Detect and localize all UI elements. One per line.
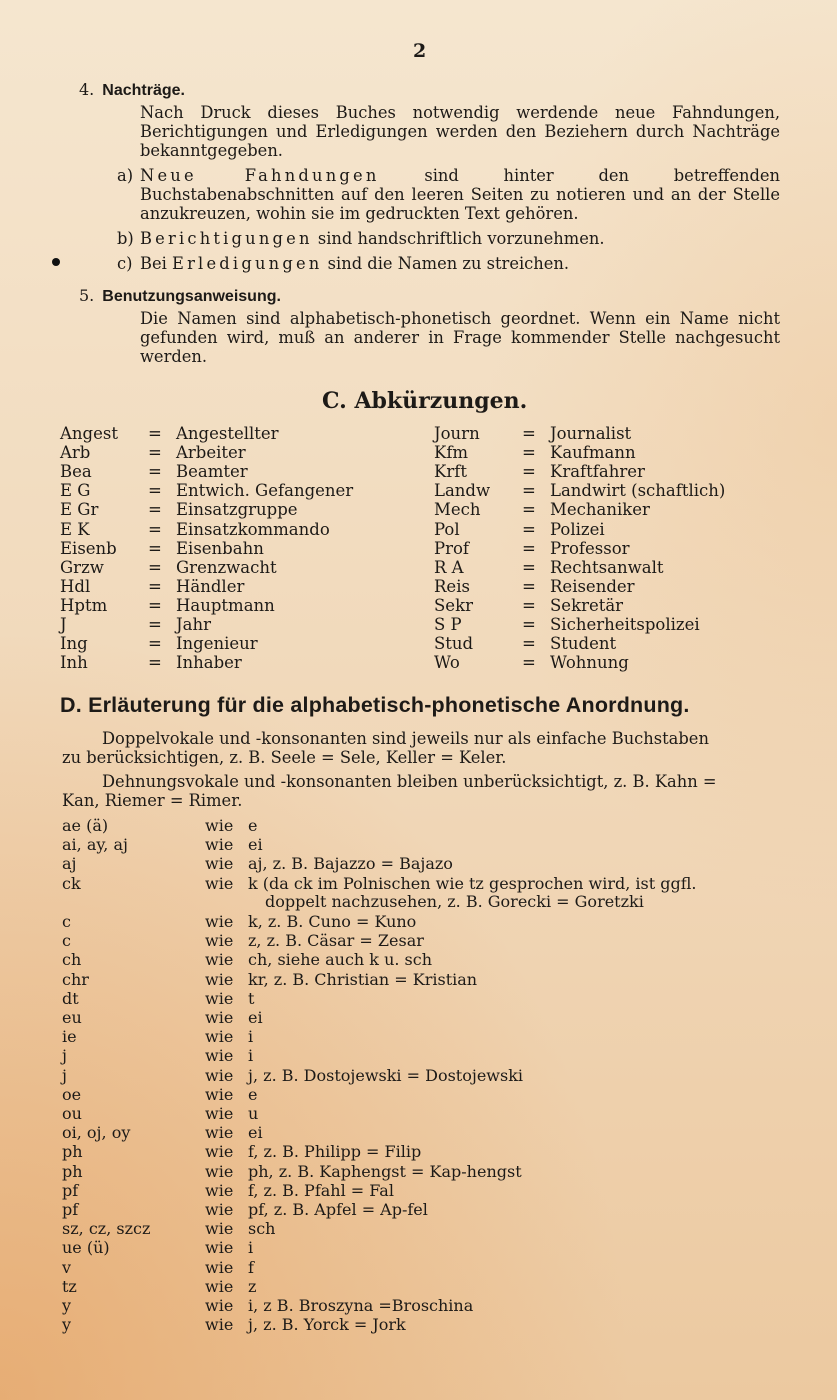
bullet-mark [52, 258, 60, 266]
abbreviation-meaning: Inhaber [176, 653, 242, 673]
rule-wie: wie [205, 969, 234, 989]
abbreviation: Sekr [434, 595, 473, 615]
rule-equivalent: f, z. B. Pfahl = Fal [248, 1180, 394, 1200]
abbreviation-meaning: Wohnung [550, 653, 629, 673]
rule-wie: wie [205, 1276, 234, 1296]
abbreviation-meaning: Angestellter [176, 424, 279, 443]
rule-letters: ai, ay, aj [62, 835, 128, 855]
abbreviation-meaning: Polizei [550, 519, 605, 539]
rule-wie: wie [205, 835, 234, 855]
rule-wie: wie [205, 1180, 234, 1200]
equals-sign: = [148, 538, 162, 558]
rule-letters: tz [62, 1276, 77, 1296]
rule-equivalent: j, z. B. Yorck = Jork [248, 1315, 406, 1335]
item-b-spaced: Berichtigungen [140, 229, 313, 248]
rule-wie: wie [205, 1065, 234, 1085]
rule-wie: wie [205, 1257, 234, 1277]
equals-sign: = [148, 500, 162, 520]
rule-wie: wie [205, 1046, 234, 1066]
rule-wie: wie [205, 816, 234, 835]
rule-letters: pf [62, 1200, 79, 1219]
rule-letters: j [62, 1046, 67, 1066]
rule-letters: chr [62, 969, 89, 989]
abbreviation: Mech [434, 500, 481, 520]
equals-sign: = [148, 519, 162, 539]
item-c-pre: Bei [140, 254, 172, 273]
rule-wie: wie [205, 931, 234, 951]
abbreviation-meaning: Händler [176, 576, 245, 596]
rule-letters: ph [62, 1161, 83, 1181]
abbreviation-meaning: Arbeiter [176, 443, 246, 463]
abbreviation-meaning: Journalist [550, 424, 632, 443]
rule-wie: wie [205, 1296, 234, 1315]
rule-letters: sz, cz, szcz [62, 1219, 151, 1239]
abbreviation: E Gr [60, 500, 99, 520]
rule-letters: y [62, 1296, 72, 1315]
rule-letters: oe [62, 1084, 82, 1104]
section-d-para1-line2: zu berücksichtigen, z. B. Seele = Sele, Keller = Keler. [62, 748, 507, 767]
equals-sign: = [522, 443, 536, 463]
page-number: 2 [413, 40, 427, 62]
equals-sign: = [148, 462, 162, 482]
rule-wie: wie [205, 1008, 234, 1027]
abbreviation-meaning: Kaufmann [550, 443, 636, 463]
equals-sign: = [522, 557, 536, 577]
abbreviation: Prof [434, 538, 470, 558]
rule-equivalent: i [248, 1238, 254, 1258]
abbreviation-meaning: Beamter [176, 462, 248, 482]
abbreviation: Pol [434, 519, 460, 539]
equals-sign: = [148, 481, 162, 501]
section-4-item-b [140, 229, 605, 248]
rule-letters: ie [62, 1027, 77, 1047]
rule-wie: wie [205, 950, 234, 970]
abbreviation-meaning: Einsatzkommando [176, 519, 330, 539]
rule-letters: y [62, 1315, 72, 1335]
rule-letters: j [62, 1065, 67, 1085]
item-a-text: sind hinter den betreffenden Buchstabenabschnitten auf den leeren Seiten zu notieren und an der Stelle anzukreuzen, wohin sie im gedruckten Text gehören. [140, 166, 781, 223]
equals-sign: = [522, 500, 536, 520]
abbreviation-meaning: Student [550, 634, 617, 654]
abbreviation-meaning: Landwirt (schaftlich) [550, 481, 726, 501]
abbreviation-meaning: Rechtsanwalt [550, 557, 664, 577]
abbreviation-meaning: Grenzwacht [176, 557, 277, 577]
rule-wie: wie [205, 1238, 234, 1258]
rule-equivalent: kr, z. B. Christian = Kristian [248, 969, 478, 989]
rule-equivalent: e [248, 1084, 258, 1104]
abbreviation: Eisenb [60, 538, 117, 558]
rule-wie: wie [205, 1027, 234, 1047]
abbreviation-meaning: Sekretär [550, 595, 624, 615]
equals-sign: = [148, 424, 162, 443]
section-4-item-b-label: b) [117, 229, 134, 248]
section-c-title: C. Abkürzungen. [322, 388, 528, 414]
equals-sign: = [522, 653, 536, 673]
rule-letters: v [62, 1257, 72, 1277]
section-4-intro: Nach Druck dieses Buches notwendig werdende neue Fahndungen, Berichtigungen und Erledigungen werden den Beziehern durch Nachträge bekanntgegeben. [140, 103, 780, 160]
abbreviation: S P [434, 615, 462, 634]
rule-letters: pf [62, 1180, 79, 1200]
equals-sign: = [148, 634, 162, 654]
equals-sign: = [522, 481, 536, 501]
section-4-item-c-label: c) [117, 254, 133, 273]
rule-equivalent: aj, z. B. Bajazzo = Bajazo [248, 854, 453, 874]
rule-letters: dt [62, 988, 79, 1008]
section-4-title: Nachträge. [102, 82, 185, 99]
rule-equivalent: ph, z. B. Kaphengst = Kap-hengst [248, 1161, 522, 1181]
section-5-text: Die Namen sind alphabetisch-phonetisch geordnet. Wenn ein Name nicht gefunden wird, muß an anderer in Frage kommender Stelle nachgesucht werden. [140, 309, 780, 366]
rule-letters: oi, oj, oy [62, 1123, 131, 1143]
rule-equivalent: i [248, 1046, 254, 1066]
abbreviation: Angest [60, 424, 118, 443]
section-d-para1-line1: Doppelvokale und -konsonanten sind jeweils nur als einfache Buchstaben [102, 729, 709, 748]
section-4-number: 4. [79, 80, 95, 99]
rule-equivalent: f, z. B. Philipp = Filip [248, 1142, 422, 1162]
equals-sign: = [148, 443, 162, 463]
abbreviation: J [60, 615, 67, 634]
section-5-heading [79, 286, 281, 306]
section-5-title: Benutzungsanweisung. [102, 288, 281, 305]
rule-equivalent: u [248, 1104, 259, 1123]
rule-letters: ue (ü) [62, 1238, 110, 1258]
abbreviation: Krft [434, 462, 467, 482]
equals-sign: = [148, 653, 162, 673]
abbreviation: E G [60, 481, 91, 501]
rule-equivalent: j, z. B. Dostojewski = Dostojewski [248, 1065, 524, 1085]
rule-wie: wie [205, 1123, 234, 1143]
section-d-para2-line1: Dehnungsvokale und -konsonanten bleiben unberücksichtigt, z. B. Kahn = [102, 772, 717, 791]
rule-equivalent: z [248, 1276, 257, 1296]
rule-wie: wie [205, 1315, 234, 1335]
rule-wie: wie [205, 1200, 234, 1219]
equals-sign: = [522, 634, 536, 654]
abbreviation: Ing [60, 634, 88, 654]
rule-equivalent: e [248, 816, 258, 835]
equals-sign: = [522, 538, 536, 558]
equals-sign: = [522, 576, 536, 596]
section-d-title: D. Erläuterung für die alphabetisch-phonetische Anordnung. [60, 693, 690, 717]
equals-sign: = [148, 595, 162, 615]
abbreviation-meaning: Mechaniker [550, 500, 650, 520]
section-4-heading [79, 80, 185, 100]
rule-equivalent: ei [248, 835, 263, 855]
rule-letters: ph [62, 1142, 83, 1162]
abbreviation-meaning: Kraftfahrer [550, 462, 645, 482]
rule-equivalent: t [248, 988, 255, 1008]
equals-sign: = [522, 595, 536, 615]
equals-sign: = [148, 557, 162, 577]
abbreviation: E K [60, 519, 90, 539]
abbreviation: Wo [434, 653, 460, 673]
rule-wie: wie [205, 1161, 234, 1181]
rule-wie: wie [205, 988, 234, 1008]
rule-equivalent: pf, z. B. Apfel = Ap-fel [248, 1200, 428, 1219]
equals-sign: = [522, 615, 536, 634]
equals-sign: = [522, 519, 536, 539]
abbreviation: Grzw [60, 557, 104, 577]
rule-equivalent: i, z B. Broszyna =Broschina [248, 1296, 474, 1315]
rule-equivalent: k, z. B. Cuno = Kuno [248, 912, 417, 931]
abbreviation: Hdl [60, 576, 91, 596]
rule-wie: wie [205, 1142, 234, 1162]
abbreviation: Stud [434, 634, 474, 654]
item-b-text: sind handschriftlich vorzunehmen. [312, 229, 605, 248]
rule-letters: c [62, 931, 71, 951]
rule-letters: ae (ä) [62, 816, 109, 835]
rule-equivalent: z, z. B. Cäsar = Zesar [248, 931, 424, 951]
section-4-item-a-label: a) [117, 166, 134, 185]
rule-wie: wie [205, 854, 234, 874]
rule-equivalent: i [248, 1027, 254, 1047]
rule-wie: wie [205, 1084, 234, 1104]
abbreviation: Reis [434, 576, 470, 596]
section-4-item-c [140, 254, 569, 273]
abbreviation: Landw [434, 481, 491, 501]
equals-sign: = [522, 424, 536, 443]
abbreviation-meaning: Ingenieur [176, 634, 258, 654]
item-a-spaced: Neue Fahndungen [140, 166, 380, 185]
section-d-para2-line2: Kan, Riemer = Rimer. [62, 791, 243, 810]
equals-sign: = [148, 576, 162, 596]
rule-letters: ou [62, 1104, 82, 1123]
abbreviation: Hptm [60, 595, 108, 615]
abbreviation-meaning: Sicherheitspolizei [550, 615, 700, 634]
rule-letters: ch [62, 950, 82, 970]
abbreviation-meaning: Jahr [176, 615, 211, 634]
rule-letters: eu [62, 1008, 82, 1027]
item-c-spaced: Erledigungen [171, 254, 323, 273]
abbreviation: Journ [434, 424, 480, 443]
rule-letters: aj [62, 854, 77, 874]
abbreviation-meaning: Reisender [550, 576, 635, 596]
abbreviation: Arb [60, 443, 91, 463]
rule-wie: wie [205, 1219, 234, 1239]
abbreviation-meaning: Professor [550, 538, 630, 558]
rule-wie: wie [205, 912, 234, 931]
rule-equivalent: k (da ck im Polnischen wie tz gesprochen wird, ist ggfl. [248, 873, 697, 893]
section-4-item-a [140, 166, 780, 223]
rule-wie: wie [205, 1104, 234, 1123]
rule-equivalent: f [248, 1257, 254, 1277]
abbreviation: Kfm [434, 443, 469, 463]
rule-equivalent: ei [248, 1123, 263, 1143]
rule-equivalent: ei [248, 1008, 263, 1027]
abbreviation: Bea [60, 462, 92, 482]
equals-sign: = [148, 615, 162, 634]
abbreviation: Inh [60, 653, 88, 673]
section-5-number: 5. [79, 286, 95, 305]
abbreviation-meaning: Entwich. Gefangener [176, 481, 354, 501]
abbreviation-meaning: Eisenbahn [176, 538, 264, 558]
abbreviation-meaning: Einsatzgruppe [176, 500, 298, 520]
ck-rule-continuation: doppelt nachzusehen, z. B. Gorecki = Goretzki [265, 892, 644, 911]
abbreviation-meaning: Hauptmann [176, 595, 275, 615]
rule-wie: wie [205, 873, 234, 893]
rule-letters: c [62, 912, 71, 931]
rule-letters: ck [62, 873, 81, 893]
abbreviation: R A [434, 557, 464, 577]
rule-equivalent: ch, siehe auch k u. sch [248, 950, 433, 970]
item-c-text: sind die Namen zu streichen. [322, 254, 570, 273]
rule-equivalent: sch [248, 1219, 276, 1239]
equals-sign: = [522, 462, 536, 482]
